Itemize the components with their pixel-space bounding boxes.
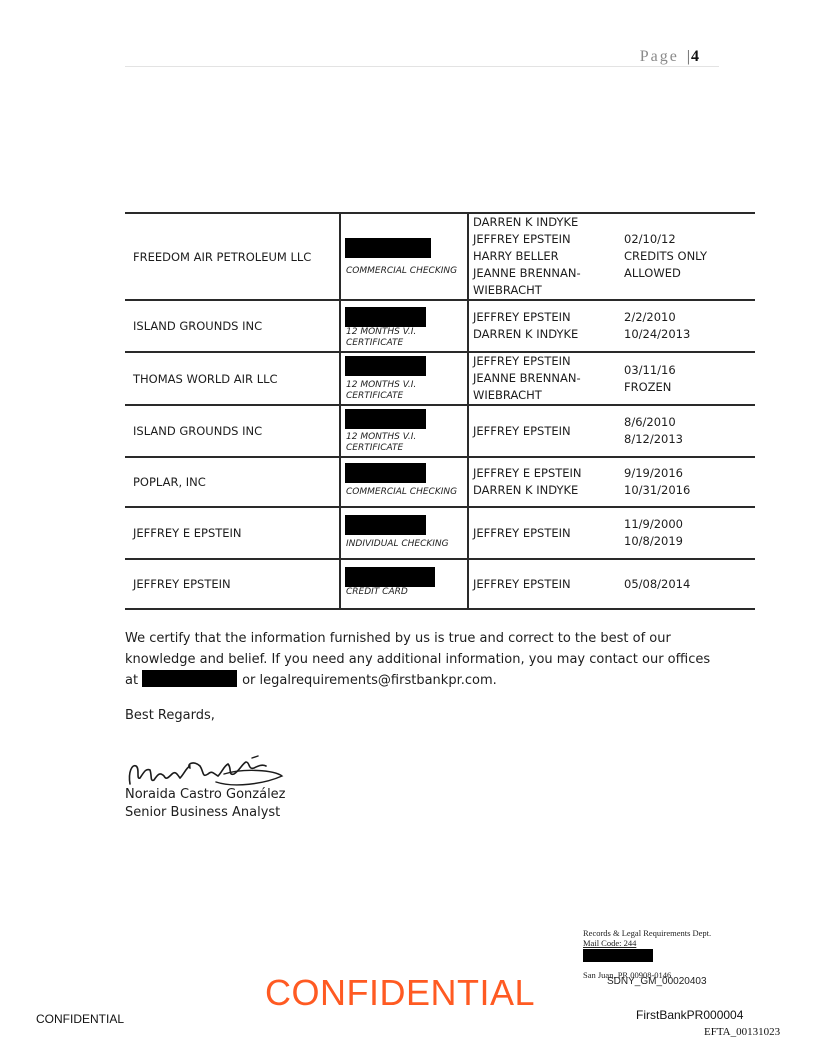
signer-block xyxy=(125,786,286,822)
account-dates xyxy=(606,352,755,405)
date-line: 11/9/2000 xyxy=(624,517,683,531)
date-line: 8/6/2010 xyxy=(624,415,676,429)
signer-title: Senior Business Analyst xyxy=(125,805,281,820)
signer-name: JEFFREY EPSTEIN xyxy=(473,576,571,591)
certify-line-1: We certify that the information furnished by us is true and correct to the best of our xyxy=(125,631,671,646)
signer-name: DARREN K INDYKE xyxy=(473,327,579,341)
firstbank-bates-number: FirstBankPR000004 xyxy=(636,1008,744,1022)
account-type-cell xyxy=(340,405,468,457)
redacted-account-number xyxy=(345,238,431,258)
signer-name: DARREN K INDYKE xyxy=(473,483,579,497)
certify-line-3-prefix: at xyxy=(125,673,139,688)
efta-bates-number: EFTA_00131023 xyxy=(704,1026,781,1038)
date-line: 2/2/2010 xyxy=(624,310,676,324)
signer-name: JEFFREY EPSTEIN xyxy=(473,232,571,246)
account-name: FREEDOM AIR PETROLEUM LLC xyxy=(133,249,312,264)
date-line: 05/08/2014 xyxy=(624,576,691,591)
table-row xyxy=(125,507,755,559)
redacted-account-number xyxy=(345,356,426,376)
redacted-address-line xyxy=(583,949,653,962)
certification-paragraph xyxy=(125,628,725,691)
redacted-account-number xyxy=(345,515,426,535)
account-type: 12 MONTHS V.I. CERTIFICATE xyxy=(346,432,417,453)
account-type: INDIVIDUAL CHECKING xyxy=(346,539,449,549)
date-line: 02/10/12 xyxy=(624,232,676,246)
account-name: ISLAND GROUNDS INC xyxy=(133,319,263,333)
contact-email-text: or legalrequirements@firstbankpr.com. xyxy=(242,673,497,688)
redacted-account-number xyxy=(345,567,435,587)
date-line: FROZEN xyxy=(624,379,672,394)
date-line: 10/24/2013 xyxy=(624,327,691,341)
signer-name: DARREN K INDYKE xyxy=(473,215,579,229)
authorized-signers xyxy=(468,405,606,457)
signer-name: HARRY BELLER xyxy=(473,249,559,263)
table-row xyxy=(125,457,755,507)
date-line: 10/8/2019 xyxy=(624,534,683,548)
mail-code: Mail Code: 244 xyxy=(583,938,637,948)
account-type-cell xyxy=(340,352,468,405)
page-separator: | xyxy=(686,48,690,65)
account-type-cell xyxy=(340,300,468,352)
account-type: COMMERCIAL CHECKING xyxy=(346,487,458,497)
account-type-cell xyxy=(340,507,468,559)
accounts-table-body xyxy=(125,213,755,609)
account-type-cell xyxy=(340,559,468,609)
account-name: JEFFREY E EPSTEIN xyxy=(133,526,242,540)
signer-name: JEFFREY EPSTEIN xyxy=(473,310,571,324)
signer-name: JEANNE BRENNAN- xyxy=(473,371,581,385)
account-dates xyxy=(606,213,755,300)
signer-name: JEFFREY EPSTEIN xyxy=(473,525,571,540)
authorized-signers xyxy=(468,507,606,559)
signer-name: JEFFREY EPSTEIN xyxy=(473,423,571,438)
account-name: POPLAR, INC xyxy=(133,475,206,489)
certify-line-2: knowledge and belief. If you need any additional information, you may contact our offices xyxy=(125,652,711,667)
date-line: ALLOWED xyxy=(624,266,681,280)
page-number: 4 xyxy=(691,48,699,65)
page-header xyxy=(125,46,719,67)
redacted-account-number xyxy=(345,307,426,327)
authorized-signers xyxy=(468,213,606,300)
accounts-table xyxy=(125,212,755,610)
redacted-phone-number xyxy=(142,670,237,687)
signer-name: Noraida Castro González xyxy=(125,787,286,802)
department-address-block xyxy=(583,928,711,980)
date-line: 9/19/2016 xyxy=(624,466,683,480)
sdny-bates-number: SDNY_GM_00020403 xyxy=(607,976,707,987)
table-row xyxy=(125,213,755,300)
date-line: 03/11/16 xyxy=(624,362,676,377)
table-row xyxy=(125,352,755,405)
page-label: Page xyxy=(639,48,679,65)
signer-name: JEFFREY EPSTEIN xyxy=(473,354,571,368)
account-name: ISLAND GROUNDS INC xyxy=(133,424,263,438)
date-line: 8/12/2013 xyxy=(624,432,683,446)
account-type: 12 MONTHS V.I. CERTIFICATE xyxy=(346,327,417,348)
redacted-account-number xyxy=(345,409,426,429)
account-dates xyxy=(606,300,755,352)
redacted-account-number xyxy=(345,463,426,483)
authorized-signers xyxy=(468,559,606,609)
table-row xyxy=(125,559,755,609)
department-name: Records & Legal Requirements Dept. xyxy=(583,928,712,938)
account-name: THOMAS WORLD AIR LLC xyxy=(133,371,278,386)
account-type-cell xyxy=(340,457,468,507)
account-type: 12 MONTHS V.I. CERTIFICATE xyxy=(346,380,417,401)
account-type-cell xyxy=(340,213,468,300)
account-type: CREDIT CARD xyxy=(346,587,408,597)
authorized-signers xyxy=(468,300,606,352)
account-dates xyxy=(606,405,755,457)
table-row xyxy=(125,300,755,352)
account-name: JEFFREY EPSTEIN xyxy=(133,577,231,591)
closing-salutation: Best Regards, xyxy=(125,708,215,723)
authorized-signers xyxy=(468,352,606,405)
date-line: 10/31/2016 xyxy=(624,483,691,497)
signer-name: JEANNE BRENNAN- xyxy=(473,266,581,280)
page-number-label xyxy=(640,48,699,66)
account-type: COMMERCIAL CHECKING xyxy=(346,266,458,276)
confidential-watermark: CONFIDENTIAL xyxy=(265,972,536,1013)
account-dates xyxy=(606,457,755,507)
authorized-signers xyxy=(468,457,606,507)
signer-name: JEFFREY E EPSTEIN xyxy=(473,466,582,480)
account-dates xyxy=(606,559,755,609)
city-zip: San Juan, PR 00908-0146 xyxy=(583,970,672,980)
certify-line-3 xyxy=(125,670,725,691)
date-line: CREDITS ONLY xyxy=(624,249,708,263)
signer-name: WIEBRACHT xyxy=(473,283,542,297)
account-dates xyxy=(606,507,755,559)
confidential-label: CONFIDENTIAL xyxy=(36,1012,125,1026)
signer-name: WIEBRACHT xyxy=(473,388,542,402)
table-row xyxy=(125,405,755,457)
